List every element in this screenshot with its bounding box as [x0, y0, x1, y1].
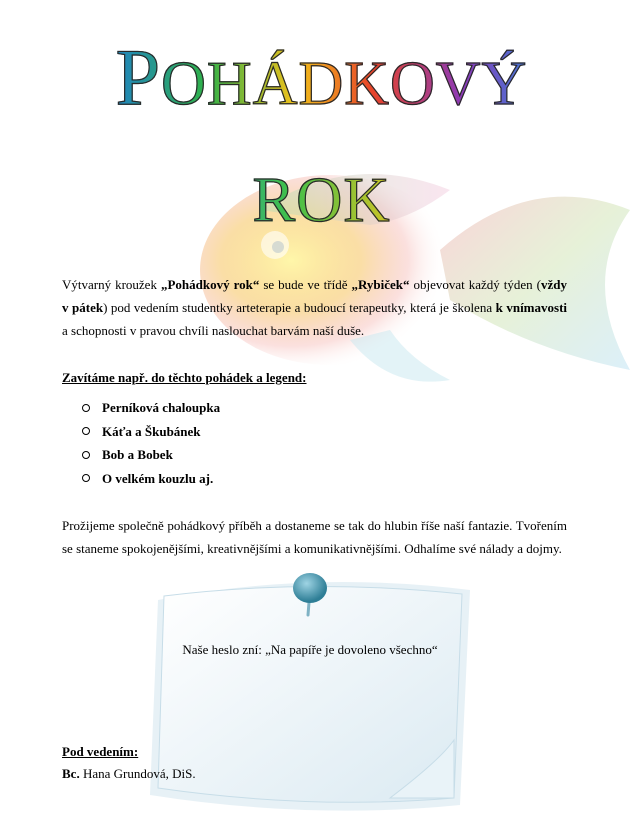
list-item [82, 420, 220, 444]
title-line-1 [0, 30, 643, 132]
intro-day: vždy v pátek [62, 277, 567, 315]
intro-text-3: objevovat každý týden ( [409, 277, 541, 292]
intro-emphasis: k vnímavosti [495, 300, 568, 315]
title-line-2: ROK [0, 160, 643, 240]
list-item [82, 443, 220, 467]
title-initial: P [115, 34, 162, 122]
intro-class-name: „Rybiček“ [351, 277, 410, 292]
intro-text-1: Výtvarný kroužek [62, 277, 161, 292]
leader-fullname: Hana Grundová, DiS. [79, 766, 196, 781]
title-rest: OHÁDKOVÝ [161, 50, 528, 118]
circle-bullet-icon [82, 404, 90, 412]
motto-text: Naše heslo zní: „Na papíře je dovoleno všechno“ [182, 642, 438, 657]
experience-paragraph: Prožijeme společně pohádkový příběh a dostaneme se tak do hlubin říše naší fantazie. Tvořením se staneme spokojenějšími, kreativnějšími a komunikativnějšími. Odhalíme své nálady a dojmy. [62, 518, 567, 556]
story-title: Perníková chaloupka [102, 400, 221, 415]
circle-bullet-icon [82, 451, 90, 459]
intro-text-4: ) pod vedením studentky arteterapie a budoucí terapeutky, která je školena [103, 300, 496, 315]
leader-degree: Bc. [62, 766, 80, 781]
intro-text-5: a schopnosti v pravou chvíli naslouchat barvám naší duše. [62, 323, 365, 338]
leader-name [62, 762, 567, 785]
list-item [82, 467, 220, 491]
stories-list [82, 396, 220, 490]
leader-heading: Pod vedením: [62, 744, 139, 759]
intro-club-name: „Pohádkový rok“ [160, 277, 260, 292]
circle-bullet-icon [82, 474, 90, 482]
circle-bullet-icon [82, 427, 90, 435]
list-item [82, 396, 220, 420]
story-title: O velkém kouzlu aj. [102, 470, 214, 486]
stories-heading: Zavítáme např. do těchto pohádek a legend: [62, 370, 307, 385]
story-title: Káťa a Škubánek [102, 423, 201, 439]
intro-paragraph [62, 273, 567, 342]
story-title: Bob a Bobek [102, 447, 173, 462]
intro-text-2: se bude ve třídě [259, 277, 352, 292]
